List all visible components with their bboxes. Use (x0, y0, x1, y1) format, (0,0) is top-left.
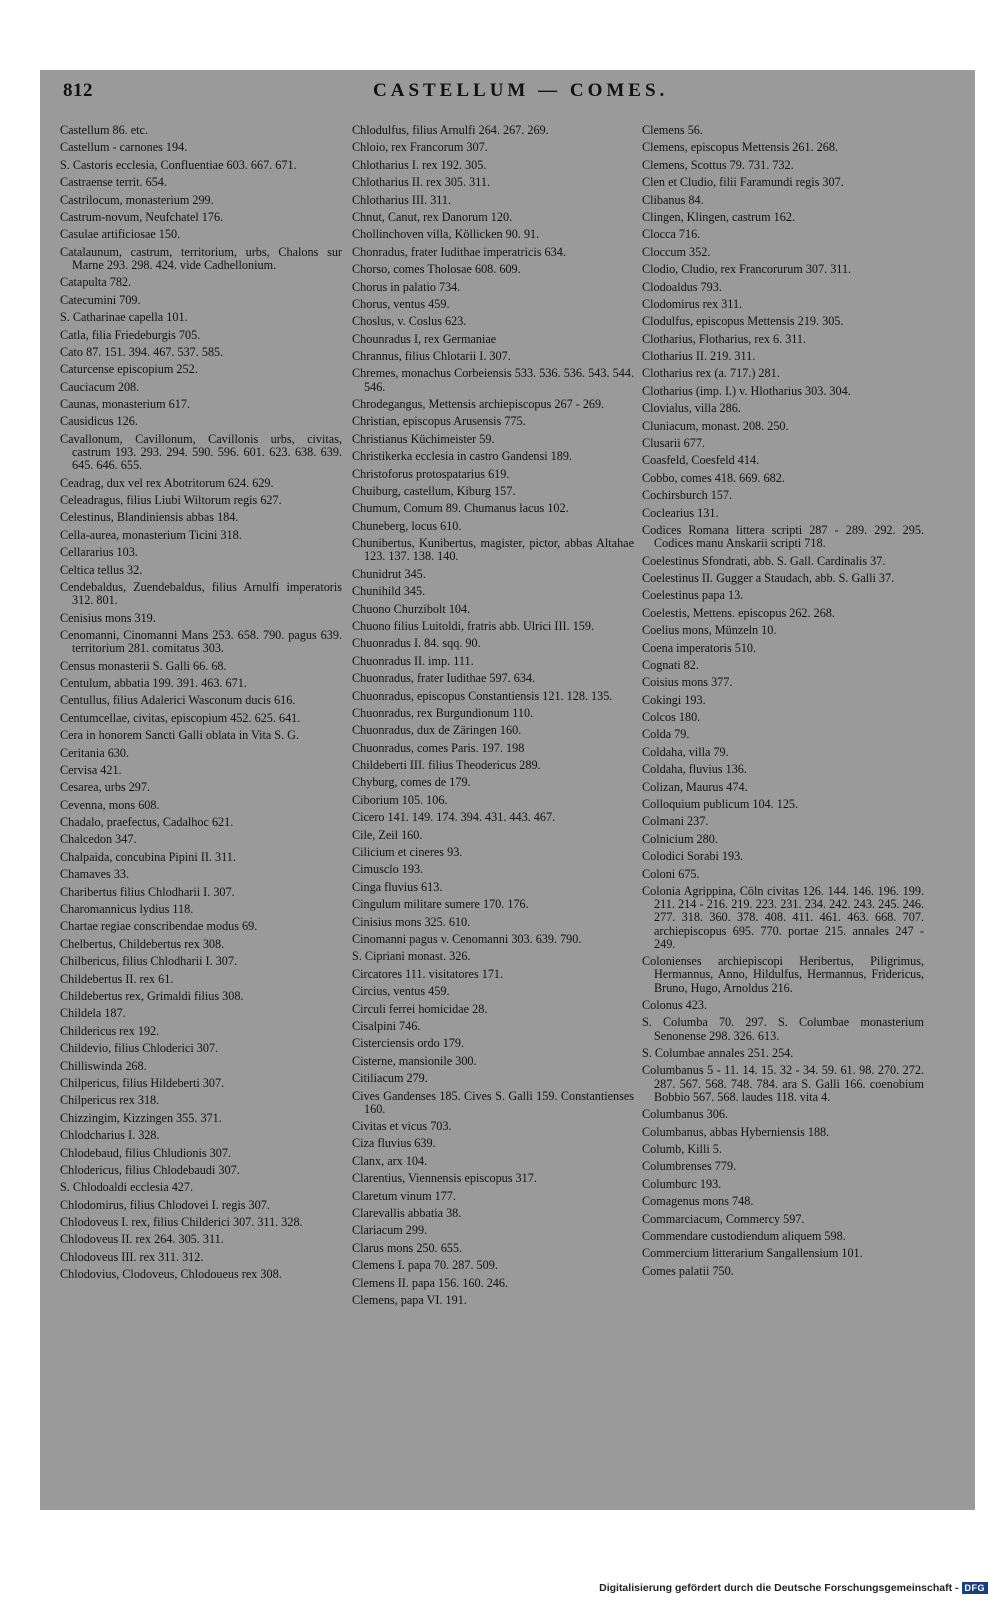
index-entry: Ceadrag, dux vel rex Abotritorum 624. 629. (60, 475, 274, 490)
index-entry: Cisterciensis ordo 179. (352, 1036, 465, 1051)
index-entry: Coldaha, villa 79. (642, 744, 729, 759)
page-title: CASTELLUM — COMES. (373, 80, 669, 101)
index-entry: Columbanus 5 - 11. 14. 15. 32 - 34. 59. 61. 98. 270. 272. 287. 567. 568. 748. 784. ara S. Galli 166. coenobium Bobbio 567. 568. laudes 118. vita 4. (642, 1063, 924, 1104)
index-entry: Cevenna, mons 608. (60, 797, 160, 812)
index-entry: Chuonradus I. 84. sqq. 90. (352, 636, 481, 651)
index-entry: Chalcedon 347. (60, 832, 137, 847)
index-entry: Coasfeld, Coesfeld 414. (642, 453, 760, 468)
index-entry: Chunidrut 345. (352, 566, 426, 581)
index-entry: Circatores 111. visitatores 171. (352, 966, 504, 981)
index-entry: Christikerka ecclesia in castro Gandensi 189. (352, 449, 572, 464)
index-entry: Cisterne, mansionile 300. (352, 1053, 477, 1068)
index-entry: Cinisius mons 325. 610. (352, 914, 471, 929)
index-entry: Cella-aurea, monasterium Ticini 318. (60, 527, 242, 542)
index-entry: Causidicus 126. (60, 414, 138, 429)
index-entry: Chlotharius I. rex 192. 305. (352, 157, 487, 172)
index-entry: Cokingi 193. (642, 692, 706, 707)
index-entry: Columbanus 306. (642, 1107, 728, 1122)
index-entry: Chlodcharius I. 328. (60, 1128, 160, 1143)
index-entry: Chrannus, filius Chlotarii I. 307. (352, 349, 511, 364)
index-entry: S. Chlodoaldi ecclesia 427. (60, 1180, 194, 1195)
index-entry: Colizan, Maurus 474. (642, 779, 748, 794)
index-entry: Cato 87. 151. 394. 467. 537. 585. (60, 344, 224, 359)
index-entry: Ceritania 630. (60, 745, 130, 760)
index-entry: Charibertus filius Chlodharii I. 307. (60, 884, 235, 899)
index-entry: Circuli ferrei homicidae 28. (352, 1001, 488, 1016)
index-entry: Colmani 237. (642, 814, 709, 829)
index-entry: Centumcellae, civitas, episcopium 452. 625. 641. (60, 710, 301, 725)
index-entry: Comagenus mons 748. (642, 1194, 754, 1209)
index-entry: Chuono Churzibolt 104. (352, 601, 471, 616)
index-column-1 (60, 124, 342, 1286)
index-entry: Chremes, monachus Corbeiensis 533. 536. 536. 543. 544. 546. (352, 366, 634, 394)
index-entry: Coelestinus II. Gugger a Staudach, abb. S. Galli 37. (642, 570, 895, 585)
index-entry: Clotharius rex (a. 717.) 281. (642, 366, 780, 381)
index-entry: Choslus, v. Coslus 623. (352, 314, 467, 329)
index-entry: Christian, episcopus Arusensis 775. (352, 414, 526, 429)
index-entry: S. Castoris ecclesia, Confluentiae 603. 667. 671. (60, 157, 297, 172)
index-entry: Cenisius mons 319. (60, 610, 156, 625)
index-entry: Columb, Killi 5. (642, 1141, 722, 1156)
index-entry: Cauciacum 208. (60, 379, 140, 394)
index-entry: Celestinus, Blandiniensis abbas 184. (60, 510, 239, 525)
index-entry: Chorso, comes Tholosae 608. 609. (352, 262, 521, 277)
index-entry: Chadalo, praefectus, Cadalhoc 621. (60, 815, 234, 830)
index-entry: Coisius mons 377. (642, 675, 733, 690)
index-entry: Chnut, Canut, rex Danorum 120. (352, 209, 513, 224)
page-number: 812 (63, 80, 93, 101)
index-entry: Columbanus, abbas Hyberniensis 188. (642, 1124, 830, 1139)
index-entry: Cives Gandenses 185. Cives S. Galli 159. Constantienses 160. (352, 1088, 634, 1116)
index-entry: Colonia Agrippina, Cöln civitas 126. 144. 146. 196. 199. 211. 214 - 216. 219. 223. 231. 234. 242. 243. 245. 246. 277. 318. 360. 378. 408. 411. 461. 463. 668. 707. archiepiscopus 695. 770. portae 215. annales 247 - 249. (642, 884, 924, 951)
index-entry: Cesarea, urbs 297. (60, 780, 151, 795)
index-entry: Coelestis, Mettens. episcopus 262. 268. (642, 605, 835, 620)
index-entry: Chorus in palatio 734. (352, 279, 461, 294)
index-entry: Commendare custodiendum aliquem 598. (642, 1228, 846, 1243)
index-entry: Cenomanni, Cinomanni Mans 253. 658. 790. pagus 639. territorium 281. comitatus 303. (60, 627, 342, 656)
index-entry: Chamaves 33. (60, 867, 130, 882)
index-entry: Castrum-novum, Neufchatel 176. (60, 209, 224, 224)
index-entry: Castellum 86. etc. (60, 123, 149, 137)
index-entry: Clusarii 677. (642, 436, 705, 451)
index-entry: Cendebaldus, Zuendebaldus, filius Arnulfi imperatoris 312. 801. (60, 579, 342, 608)
index-entry: Cluniacum, monast. 208. 250. (642, 418, 789, 433)
index-entry: Clariacum 299. (352, 1223, 428, 1238)
index-entry: Chlodoveus II. rex 264. 305. 311. (60, 1232, 224, 1247)
index-entry: Chlodoveus III. rex 311. 312. (60, 1249, 204, 1264)
index-entry: Chorus, ventus 459. (352, 296, 450, 311)
index-entry: Chilliswinda 268. (60, 1058, 147, 1073)
index-entry: Coelestinus papa 13. (642, 588, 744, 603)
index-entry: Cinomanni pagus v. Cenomanni 303. 639. 790. (352, 931, 582, 946)
index-entry: Chalpaida, concubina Pipini II. 311. (60, 849, 236, 864)
index-entry: Comes palatii 750. (642, 1263, 734, 1278)
index-entry: Chlodulfus, filius Arnulfi 264. 267. 269. (352, 123, 549, 137)
index-entry: Childericus rex 192. (60, 1023, 160, 1038)
footer-credit-text: Digitalisierung gefördert durch die Deutsche Forschungsgemeinschaft - (599, 1582, 959, 1594)
index-entry: Clotharius II. 219. 311. (642, 349, 756, 364)
index-entry: Clemens, Scottus 79. 731. 732. (642, 157, 794, 172)
index-entry: Castellum - carnones 194. (60, 140, 188, 155)
index-entry: Christoforus protospatarius 619. (352, 466, 510, 481)
index-entry: Cingulum militare sumere 170. 176. (352, 897, 529, 912)
index-entry: Clanx, arx 104. (352, 1153, 428, 1168)
index-entry: Clemens, episcopus Mettensis 261. 268. (642, 140, 838, 155)
index-entry: Chuiburg, castellum, Kiburg 157. (352, 484, 516, 499)
index-entry: Chlotharius III. 311. (352, 192, 452, 207)
index-entry: Columburc 193. (642, 1176, 722, 1191)
dfg-logo: DFG (962, 1582, 989, 1594)
index-entry: Coena imperatoris 510. (642, 640, 757, 655)
index-entry: Clodio, Cludio, rex Francorurum 307. 311. (642, 262, 852, 277)
index-entry: Chuonradus, comes Paris. 197. 198 (352, 740, 525, 755)
index-entry: Colonienses archiepiscopi Heribertus, Piligrimus, Hermannus, Anno, Hildulfus, Hermannus, Fridericus, Bruno, Hugo, Arnoldus 216. (642, 954, 924, 995)
index-entry: Childebertus rex, Grimaldi filius 308. (60, 988, 244, 1003)
index-entry: Caturcense episcopium 252. (60, 362, 198, 377)
index-entry: Cinga fluvius 613. (352, 879, 443, 894)
index-entry: Coelestinus Sfondrati, abb. S. Gall. Cardinalis 37. (642, 553, 886, 568)
index-entry: Cilicium et cineres 93. (352, 845, 463, 860)
index-entry: Casulae artificiosae 150. (60, 227, 181, 242)
index-entry: Clemens 56. (642, 123, 703, 137)
index-entry: Clarevallis abbatia 38. (352, 1206, 462, 1221)
index-entry: Commarciacum, Commercy 597. (642, 1211, 805, 1226)
index-entry: Clodoaldus 793. (642, 279, 722, 294)
footer-credit (599, 1582, 988, 1594)
index-entry: Cobbo, comes 418. 669. 682. (642, 470, 785, 485)
index-entry: Chyburg, comes de 179. (352, 775, 471, 790)
index-entry: Cavallonum, Cavillonum, Cavillonis urbs, civitas, castrum 193. 293. 294. 590. 596. 601. 623. 638. 639. 645. 646. 655. (60, 431, 342, 473)
index-entry: Cisalpini 746. (352, 1018, 421, 1033)
index-entry: Clen et Cludio, filii Faramundi regis 307. (642, 175, 844, 190)
index-entry: Clingen, Klingen, castrum 162. (642, 209, 795, 224)
index-entry: Cellararius 103. (60, 545, 138, 560)
index-entry: Chilpericus rex 318. (60, 1093, 160, 1108)
index-entry: Chunihild 345. (352, 584, 426, 599)
index-entry: Centullus, filius Adalerici Wasconum ducis 616. (60, 693, 296, 708)
index-entry: Catecumini 709. (60, 292, 141, 307)
index-entry: Commercium litterarium Sangallensium 101. (642, 1246, 863, 1261)
index-entry: Chuonradus, dux de Zäringen 160. (352, 723, 522, 738)
index-entry: Childebertus II. rex 61. (60, 971, 174, 986)
index-entry: Chlodebaud, filius Chludionis 307. (60, 1145, 231, 1160)
index-entry: Coclearius 131. (642, 505, 719, 520)
index-entry: Columbrenses 779. (642, 1159, 737, 1174)
index-entry: Chelbertus, Childebertus rex 308. (60, 936, 225, 951)
index-entry: S. Columba 70. 297. S. Columbae monasterium Senonense 298. 326. 613. (642, 1015, 924, 1043)
index-column-2 (352, 124, 634, 1311)
index-entry: Chrodegangus, Mettensis archiepiscopus 267 - 269. (352, 397, 605, 412)
index-entry: Citiliacum 279. (352, 1071, 428, 1086)
index-entry: Chilpericus, filius Hildeberti 307. (60, 1075, 225, 1090)
index-entry: Coldaha, fluvius 136. (642, 762, 747, 777)
index-entry: Cimusclo 193. (352, 862, 424, 877)
index-entry: Coloni 675. (642, 866, 700, 881)
index-entry: Catalaunum, castrum, territorium, urbs, Chalons sur Marne 293. 298. 424. vide Cadhellonium. (60, 244, 342, 272)
index-entry: Chartae regiae conscribendae modus 69. (60, 919, 258, 934)
index-entry: Chuonradus, frater Iudithae 597. 634. (352, 671, 536, 686)
index-entry: Cera in honorem Sancti Galli oblata in Vita S. G. (60, 728, 300, 743)
index-entry: Chlodovius, Clodoveus, Chlodoueus rex 308. (60, 1267, 282, 1282)
index-entry: Clarus mons 250. 655. (352, 1240, 463, 1255)
index-entry: Cloccum 352. (642, 244, 711, 259)
index-entry: Chunibertus, Kunibertus, magister, pictor, abbas Altahae 123. 137. 138. 140. (352, 536, 634, 564)
index-entry: Cochirsburch 157. (642, 488, 733, 503)
index-entry: Castrilocum, monasterium 299. (60, 192, 214, 207)
index-entry: Clemens, papa VI. 191. (352, 1293, 467, 1307)
index-entry: Chonradus, frater Iudithae imperatricis 634. (352, 244, 566, 259)
index-entry: Catapulta 782. (60, 275, 132, 290)
index-entry: S. Catharinae capella 101. (60, 310, 188, 325)
index-entry: Chollinchoven villa, Köllicken 90. 91. (352, 227, 540, 242)
index-entry: Centulum, abbatia 199. 391. 463. 671. (60, 675, 247, 690)
index-column-3 (642, 124, 924, 1282)
index-entry: Clemens II. papa 156. 160. 246. (352, 1275, 509, 1290)
index-entry: Cervisa 421. (60, 762, 122, 777)
index-entry: Caunas, monasterium 617. (60, 397, 190, 412)
index-entry: Celeadragus, filius Liubi Wiltorum regis 627. (60, 493, 282, 508)
index-entry: Childeberti III. filius Theodericus 289. (352, 758, 541, 773)
index-entry: Clodomirus rex 311. (642, 296, 743, 311)
index-entry: Colda 79. (642, 727, 690, 742)
index-entry: Clotharius (imp. I.) v. Hlotharius 303. 304. (642, 383, 851, 398)
index-entry: Codices Romana littera scripti 287 - 289. 292. 295. Codices manu Anskarii scripti 718. (642, 522, 924, 551)
index-entry: Christianus Küchimeister 59. (352, 431, 495, 446)
index-entry: Chizzingim, Kizzingen 355. 371. (60, 1110, 222, 1125)
page-header (63, 80, 958, 110)
index-entry: Chuonradus, rex Burgundionum 110. (352, 705, 534, 720)
index-entry: Census monasterii S. Galli 66. 68. (60, 658, 227, 673)
index-entry: Colnicium 280. (642, 831, 718, 846)
index-entry: Chlodericus, filius Chlodebaudi 307. (60, 1162, 240, 1177)
index-entry: Cicero 141. 149. 174. 394. 431. 443. 467. (352, 810, 556, 825)
index-entry: Chlodomirus, filius Chlodovei I. regis 307. (60, 1197, 270, 1212)
index-entry: Chuonradus II. imp. 111. (352, 653, 474, 668)
index-entry: Ciza fluvius 639. (352, 1136, 436, 1151)
index-entry: Cile, Zeil 160. (352, 827, 423, 842)
index-entry: Colonus 423. (642, 998, 708, 1012)
index-entry: Claretum vinum 177. (352, 1188, 456, 1203)
index-entry: Ciborium 105. 106. (352, 792, 448, 807)
index-entry: Chuonradus, episcopus Constantiensis 121. 128. 135. (352, 688, 613, 703)
index-entry: Castraense territ. 654. (60, 175, 167, 190)
index-entry: Childela 187. (60, 1006, 126, 1021)
index-entry: Charomannicus lydius 118. (60, 902, 194, 917)
index-entry: Clotharius, Flotharius, rex 6. 311. (642, 331, 807, 346)
index-entry: Chumum, Comum 89. Chumanus lacus 102. (352, 501, 569, 516)
index-entry: Catla, filia Friedeburgis 705. (60, 327, 201, 342)
index-entry: Clibanus 84. (642, 192, 704, 207)
index-entry: Civitas et vicus 703. (352, 1119, 452, 1134)
index-entry: Clemens I. papa 70. 287. 509. (352, 1258, 498, 1273)
index-entry: Clodulfus, episcopus Mettensis 219. 305. (642, 314, 844, 329)
index-entry: Chlotharius II. rex 305. 311. (352, 175, 490, 190)
index-entry: Clovialus, villa 286. (642, 401, 741, 416)
index-entry: Chloio, rex Francorum 307. (352, 140, 488, 155)
index-entry: Colodici Sorabi 193. (642, 849, 744, 864)
index-entry: Chlodoveus I. rex, filius Childerici 307. 311. 328. (60, 1215, 303, 1230)
index-entry: Cognati 82. (642, 657, 699, 672)
index-entry: Coelius mons, Münzeln 10. (642, 623, 777, 638)
index-entry: Clocca 716. (642, 227, 701, 242)
index-entry: Chounradus I, rex Germaniae (352, 331, 497, 346)
index-entry: Chuono filius Luitoldi, fratris abb. Ulrici III. 159. (352, 618, 595, 633)
index-entry: Childevio, filius Chloderici 307. (60, 1041, 219, 1056)
index-entry: Chuneberg, locus 610. (352, 518, 462, 533)
index-entry: Celtica tellus 32. (60, 562, 143, 577)
index-entry: Chilbericus, filius Chlodharii I. 307. (60, 954, 238, 969)
index-entry: Circius, ventus 459. (352, 984, 450, 999)
index-entry: Clarentius, Viennensis episcopus 317. (352, 1171, 537, 1186)
index-entry: S. Columbae annales 251. 254. (642, 1045, 794, 1060)
index-entry: Colloquium publicum 104. 125. (642, 797, 799, 812)
index-entry: Colcos 180. (642, 710, 701, 725)
index-entry: S. Cipriani monast. 326. (352, 949, 471, 964)
